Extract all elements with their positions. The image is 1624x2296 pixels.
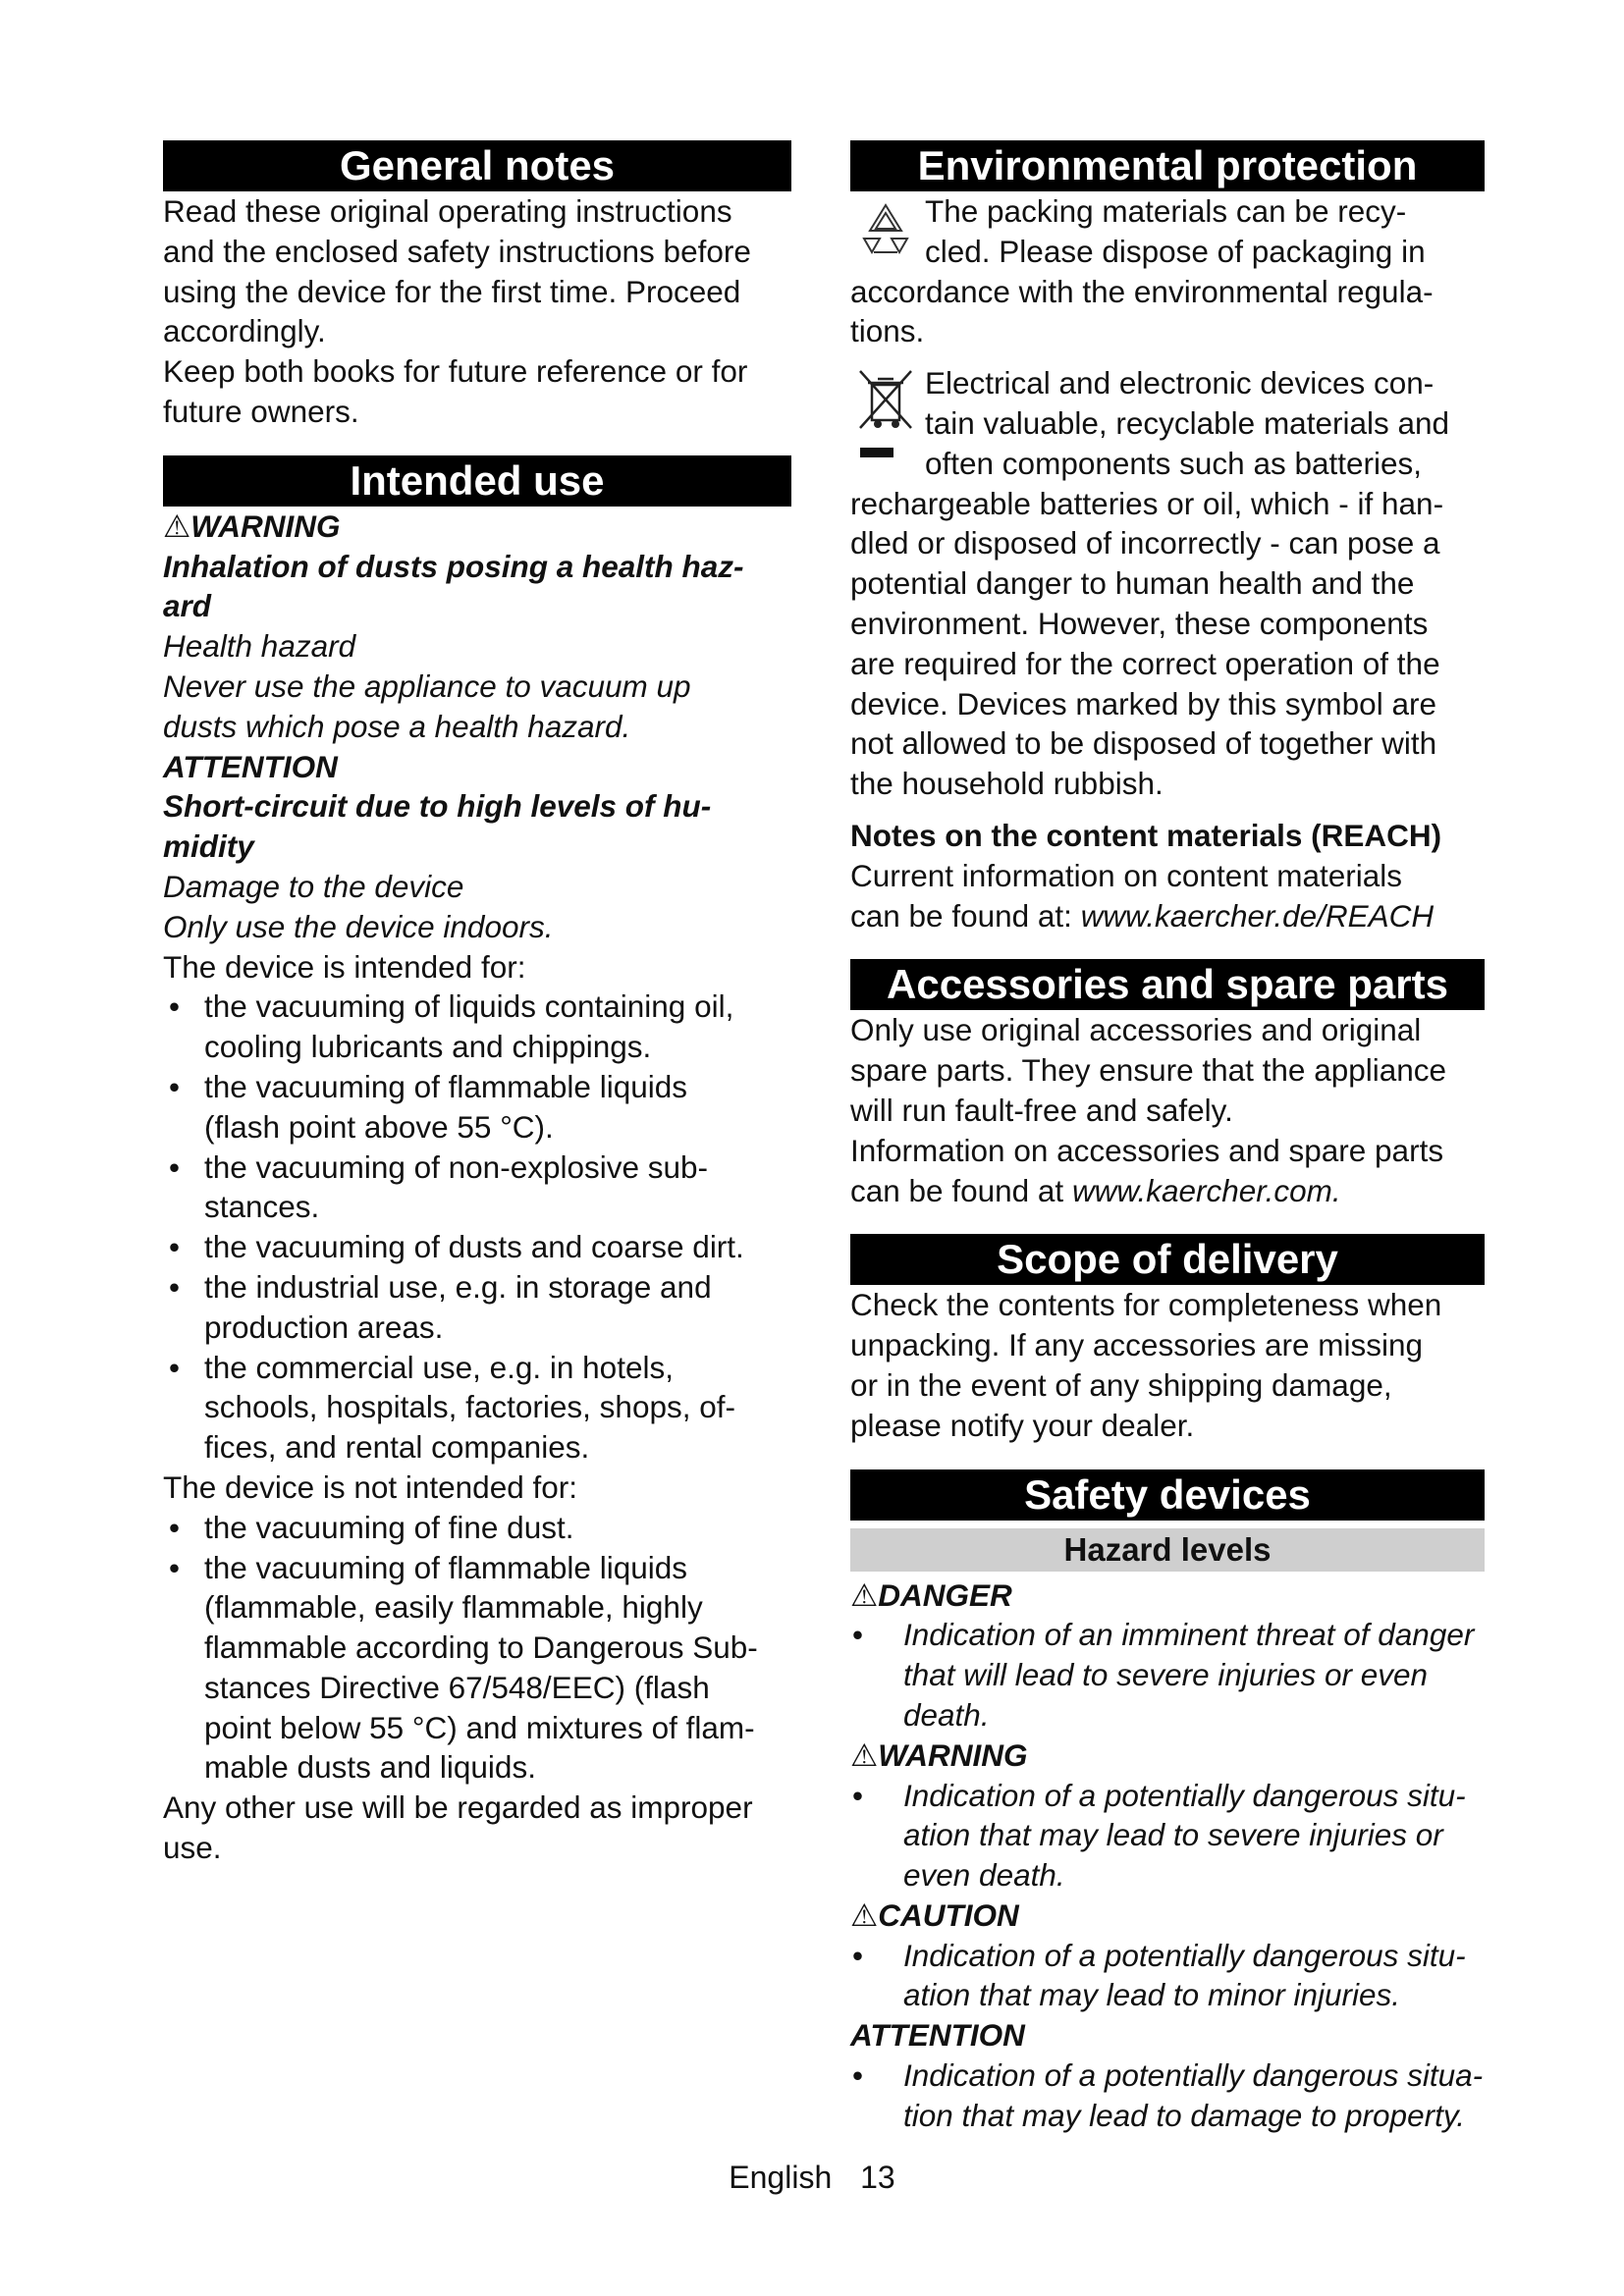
caution-list (850, 1936, 1485, 2016)
weee-paragraph (850, 363, 1485, 804)
text-line: Only use original accessories and original (850, 1012, 1422, 1048)
attention-signal: ATTENTION (850, 2017, 1025, 2054)
list-item: • the vacuuming of flammable liquids (flammable, easily flammable, highly flammable according to Dangerous Sub- stances Directive 67/548/EEC) (flash point below 55 °C) and mixtures of flam- mable dusts and liquids. (163, 1548, 791, 1789)
text-line: Keep both books for future reference or for (163, 353, 748, 390)
closing-text: use. (163, 1830, 222, 1866)
text-line: tions. (850, 313, 925, 349)
text-line: often components such as batteries, (925, 445, 1423, 481)
text-line: accordance with the environmental regula- (850, 273, 1434, 309)
not-intended-for-label: The device is not intended for: (163, 1468, 578, 1505)
intended-list (163, 987, 791, 1468)
text-line: tain valuable, recyclable materials and (925, 404, 1450, 441)
list-item: • Indication of a potentially dangerous situa- tion that may lead to damage to property. (850, 2056, 1485, 2136)
intended-use-heading: Intended use (163, 455, 791, 507)
list-item: • Indication of a potentially dangerous situ- ation that may lead to minor injuries. (850, 1936, 1485, 2016)
text-line: potential danger to human health and the (850, 565, 1415, 602)
warning-signal: ⚠WARNING (163, 507, 341, 544)
warning-triangle-icon: ⚠ (850, 1576, 879, 1613)
environmental-protection-heading: Environmental protection (850, 140, 1485, 191)
safety-devices-heading: Safety devices (850, 1469, 1485, 1521)
recycle-icon (850, 191, 921, 268)
list-item: • Indication of a potentially dangerous situ- ation that may lead to severe injuries or even death. (850, 1776, 1485, 1896)
list-item: • the industrial use, e.g. in storage and production areas. (163, 1267, 791, 1348)
list-item: • the vacuuming of flammable liquids (flash point above 55 °C). (163, 1067, 791, 1148)
warning-text: dusts which pose a health hazard. (163, 708, 631, 744)
attention-list (850, 2056, 1485, 2136)
attention-text: Only use the device indoors. (163, 908, 554, 944)
text-line: Read these original operating instructions (163, 193, 732, 229)
warning-triangle-icon: ⚠ (163, 507, 191, 544)
general-notes-heading: General notes (163, 140, 791, 191)
text-line: future owners. (163, 393, 359, 429)
reach-link-line: can be found at: www.kaercher.de/REACH (850, 897, 1435, 934)
text-line: The packing materials can be recy- (925, 193, 1407, 229)
recycle-paragraph (850, 191, 1485, 351)
attention-title: Short-circuit due to high levels of hu- (163, 788, 712, 825)
text-line: not allowed to be disposed of together with (850, 725, 1437, 762)
text-line: cled. Please dispose of packaging in (925, 233, 1426, 269)
attention-signal: ATTENTION (163, 748, 338, 784)
list-item: • the vacuuming of liquids containing oil, cooling lubricants and chippings. (163, 987, 791, 1067)
left-column (163, 140, 791, 1868)
list-item: • the commercial use, e.g. in hotels, schools, hospitals, factories, shops, of- fices, and rental companies. (163, 1348, 791, 1468)
text-line: the household rubbish. (850, 766, 1164, 802)
text-line: Check the contents for completeness when (850, 1287, 1442, 1323)
page-number: 13 (860, 2160, 895, 2195)
attention-text: Damage to the device (163, 868, 464, 904)
warning-title: ard (163, 588, 212, 624)
text-line: will run fault-free and safely. (850, 1092, 1233, 1128)
text-line: dled or disposed of incorrectly - can pose a (850, 525, 1440, 561)
warning-text: Never use the appliance to vacuum up (163, 667, 691, 704)
text-line: Current information on content materials (850, 857, 1403, 893)
right-column (850, 140, 1485, 2136)
hazard-levels-subheading: Hazard levels (850, 1528, 1485, 1572)
danger-signal: ⚠DANGER (850, 1576, 1012, 1613)
list-item: • the vacuuming of non-explosive sub- stances. (163, 1148, 791, 1228)
footer-language: English (729, 2160, 833, 2195)
list-item: • the vacuuming of fine dust. (163, 1508, 791, 1548)
danger-list (850, 1615, 1485, 1735)
text-line: Information on accessories and spare parts (850, 1132, 1444, 1168)
text-line: accordingly. (163, 313, 326, 349)
kaercher-link[interactable]: www.kaercher.com. (1071, 1172, 1341, 1208)
text-line: device. Devices marked by this symbol are (850, 685, 1436, 721)
warning-list (850, 1776, 1485, 1896)
attention-title: midity (163, 828, 254, 865)
text-line: and the enclosed safety instructions before (163, 233, 751, 269)
reach-link[interactable]: www.kaercher.de/REACH (1080, 897, 1435, 934)
warning-text: Health hazard (163, 628, 356, 665)
text-line: Electrical and electronic devices con- (925, 365, 1435, 401)
text-line: rechargeable batteries or oil, which - if han- (850, 485, 1444, 521)
crossed-bin-icon (850, 363, 921, 479)
caution-signal: ⚠CAUTION (850, 1896, 1019, 1933)
text-line: spare parts. They ensure that the appliance (850, 1052, 1447, 1089)
warning-triangle-icon: ⚠ (850, 1896, 879, 1933)
list-item: • Indication of an imminent threat of danger that will lead to severe injuries or even death. (850, 1615, 1485, 1735)
warning-signal: ⚠WARNING (850, 1736, 1028, 1773)
text-line: or in the event of any shipping damage, (850, 1366, 1392, 1403)
closing-text: Any other use will be regarded as improper (163, 1789, 753, 1826)
list-item: • the vacuuming of dusts and coarse dirt. (163, 1227, 791, 1267)
not-intended-list (163, 1508, 791, 1789)
scope-of-delivery-heading: Scope of delivery (850, 1234, 1485, 1285)
warning-title: Inhalation of dusts posing a health haz- (163, 548, 744, 584)
warning-triangle-icon: ⚠ (850, 1736, 879, 1773)
text-line: unpacking. If any accessories are missing (850, 1327, 1424, 1363)
accessories-link-line: can be found at www.kaercher.com. (850, 1172, 1341, 1208)
text-line: environment. However, these components (850, 605, 1429, 641)
text-line: please notify your dealer. (850, 1407, 1195, 1443)
text-line: are required for the correct operation of the (850, 645, 1440, 681)
intended-for-label: The device is intended for: (163, 948, 526, 985)
text-line: using the device for the first time. Proceed (163, 273, 741, 309)
reach-title: Notes on the content materials (REACH) (850, 817, 1442, 853)
accessories-heading: Accessories and spare parts (850, 959, 1485, 1010)
general-notes-text (163, 191, 791, 432)
page-footer (0, 2160, 1624, 2196)
